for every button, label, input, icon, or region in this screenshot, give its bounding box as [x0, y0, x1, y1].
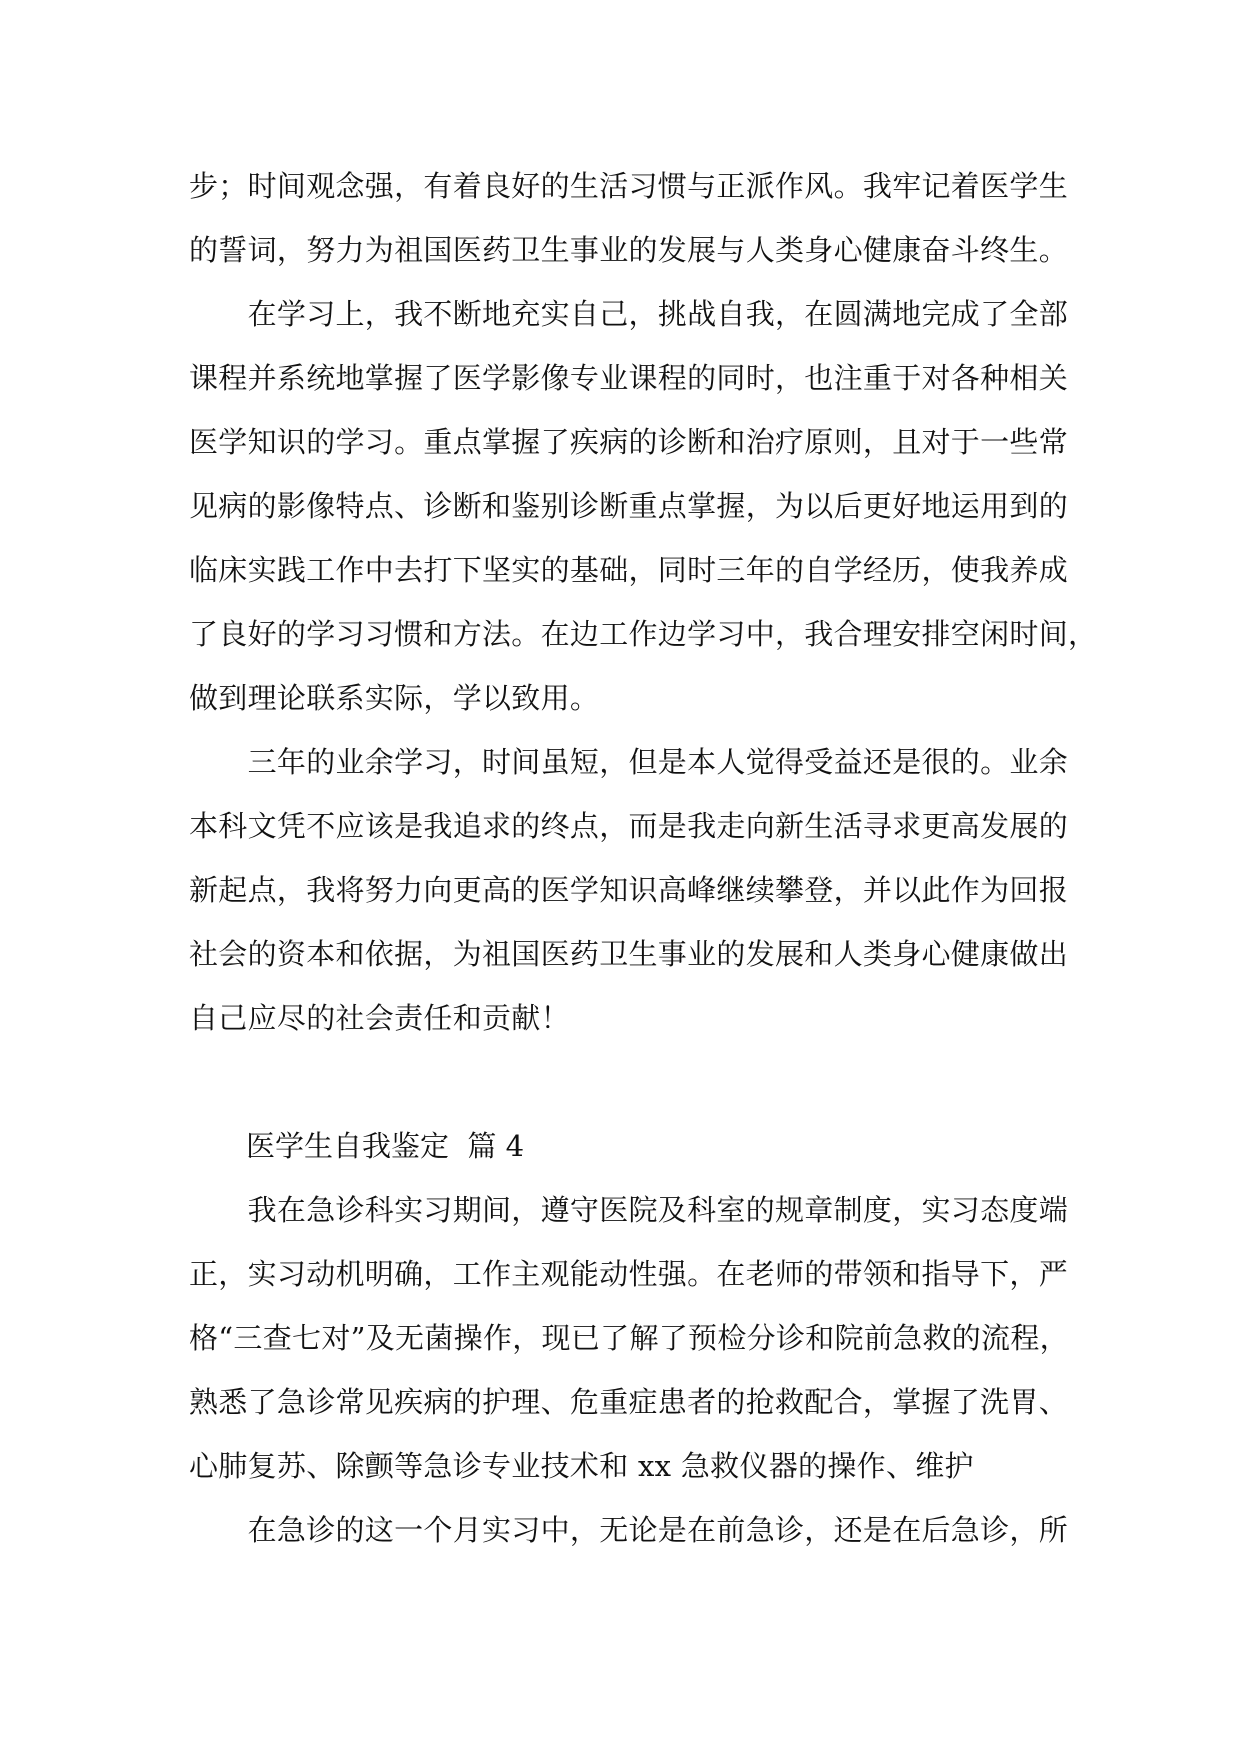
text-line: 课程并系统地掌握了医学影像专业课程的同时，也注重于对各种相关: [189, 361, 1069, 395]
text-line: 在急诊的这一个月实习中，无论是在前急诊，还是在后急诊，所: [189, 1513, 1069, 1547]
text-line: 本科文凭不应该是我追求的终点，而是我走向新生活寻求更高发展的: [189, 809, 1069, 843]
text-line: 自己应尽的社会责任和贡献！: [189, 1001, 570, 1035]
text-line: 医学知识的学习。重点掌握了疾病的诊断和治疗原则，且对于一些常: [189, 425, 1069, 459]
text-line: 做到理论联系实际，学以致用。: [189, 681, 600, 715]
text-line: 的誓词，努力为祖国医药卫生事业的发展与人类身心健康奋斗终生。: [189, 233, 1069, 267]
text-line: 正，实习动机明确，工作主观能动性强。在老师的带领和指导下，严: [189, 1257, 1069, 1291]
text-line: 熟悉了急诊常见疾病的护理、危重症患者的抢救配合，掌握了洗胃、: [189, 1385, 1069, 1419]
text-line: 新起点，我将努力向更高的医学知识高峰继续攀登，并以此作为回报: [189, 873, 1069, 907]
text-line: 格“三查七对”及无菌操作，现已了解了预检分诊和院前急救的流程，: [189, 1321, 1069, 1355]
text-line: 我在急诊科实习期间，遵守医院及科室的规章制度，实习态度端: [189, 1193, 1069, 1227]
text-line: 了良好的学习习惯和方法。在边工作边学习中，我合理安排空闲时间，: [189, 617, 1098, 651]
text-line: 心肺复苏、除颤等急诊专业技术和 xx 急救仪器的操作、维护: [189, 1449, 974, 1483]
text-line: 临床实践工作中去打下坚实的基础，同时三年的自学经历，使我养成: [189, 553, 1069, 587]
text-line: 在学习上，我不断地充实自己，挑战自我，在圆满地完成了全部: [189, 297, 1069, 331]
text-line: 步；时间观念强，有着良好的生活习惯与正派作风。我牢记着医学生: [189, 169, 1069, 203]
text-line: 社会的资本和依据，为祖国医药卫生事业的发展和人类身心健康做出: [189, 937, 1069, 971]
section-heading: 医学生自我鉴定 篇 4: [246, 1129, 525, 1163]
text-line: 见病的影像特点、诊断和鉴别诊断重点掌握，为以后更好地运用到的: [189, 489, 1069, 523]
text-line: 三年的业余学习，时间虽短，但是本人觉得受益还是很的。业余: [189, 745, 1069, 779]
